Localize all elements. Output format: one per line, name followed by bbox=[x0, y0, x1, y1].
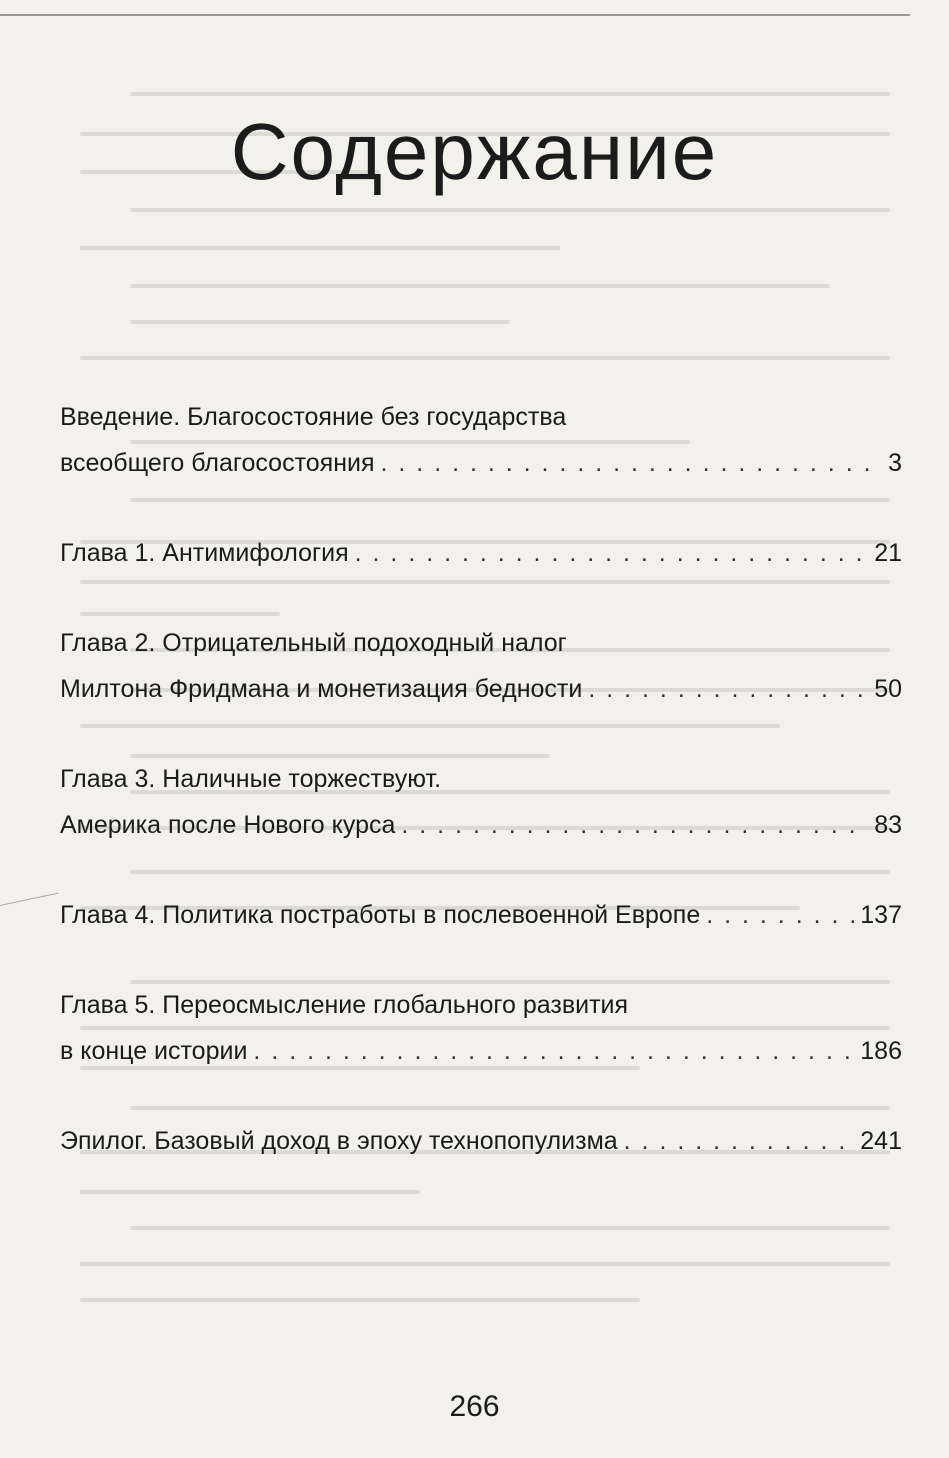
toc-dot-leader bbox=[401, 802, 868, 848]
toc-entry-chapter-3[interactable] bbox=[60, 756, 902, 848]
toc-entry-chapter-4[interactable] bbox=[60, 892, 902, 938]
toc-entry-line: Эпилог. Базовый доход в эпоху технопопулизма bbox=[60, 1127, 618, 1155]
toc-entry-line: Америка после Нового курса bbox=[60, 811, 396, 839]
toc-page-number: 21 bbox=[874, 539, 902, 567]
toc-dot-leader bbox=[706, 892, 854, 938]
page-number-folio: 266 bbox=[449, 1390, 500, 1423]
toc-entry-epilogue[interactable] bbox=[60, 1118, 902, 1164]
toc-dot-leader bbox=[588, 666, 868, 712]
toc-entry-line: в конце истории bbox=[60, 1037, 248, 1065]
toc-entry-line: Глава 1. Антимифология bbox=[60, 539, 349, 567]
toc-page-number: 186 bbox=[860, 1037, 902, 1065]
toc-entry-line: Введение. Благосостояние без государства bbox=[60, 403, 567, 431]
toc-page-number: 137 bbox=[860, 901, 902, 929]
paper-crease bbox=[0, 893, 59, 906]
toc-entry-line: Глава 2. Отрицательный подоходный налог bbox=[60, 629, 567, 657]
toc-page-number: 50 bbox=[874, 675, 902, 703]
table-of-contents bbox=[60, 394, 902, 1208]
toc-entry-line: Глава 5. Переосмысление глобального развития bbox=[60, 991, 629, 1019]
toc-entry-line: всеобщего благосостояния bbox=[60, 449, 375, 477]
toc-page-number: 3 bbox=[888, 449, 902, 477]
toc-entry-line: Глава 4. Политика постработы в послевоенной Европе bbox=[60, 901, 701, 929]
toc-dot-leader bbox=[381, 440, 883, 486]
toc-dot-leader bbox=[253, 1028, 854, 1074]
toc-page-number: 241 bbox=[860, 1127, 902, 1155]
toc-page-number: 83 bbox=[874, 811, 902, 839]
toc-entry-line: Глава 3. Наличные торжествуют. bbox=[60, 765, 442, 793]
toc-entry-introduction[interactable] bbox=[60, 394, 902, 486]
page-edge-line bbox=[0, 14, 910, 16]
toc-entry-chapter-5[interactable] bbox=[60, 982, 902, 1074]
toc-dot-leader bbox=[355, 530, 869, 576]
page-title: Содержание bbox=[230, 106, 719, 196]
toc-entry-chapter-1[interactable] bbox=[60, 530, 902, 576]
toc-entry-line: Милтона Фридмана и монетизация бедности bbox=[60, 675, 583, 703]
toc-dot-leader bbox=[624, 1118, 855, 1164]
toc-entry-chapter-2[interactable] bbox=[60, 620, 902, 712]
